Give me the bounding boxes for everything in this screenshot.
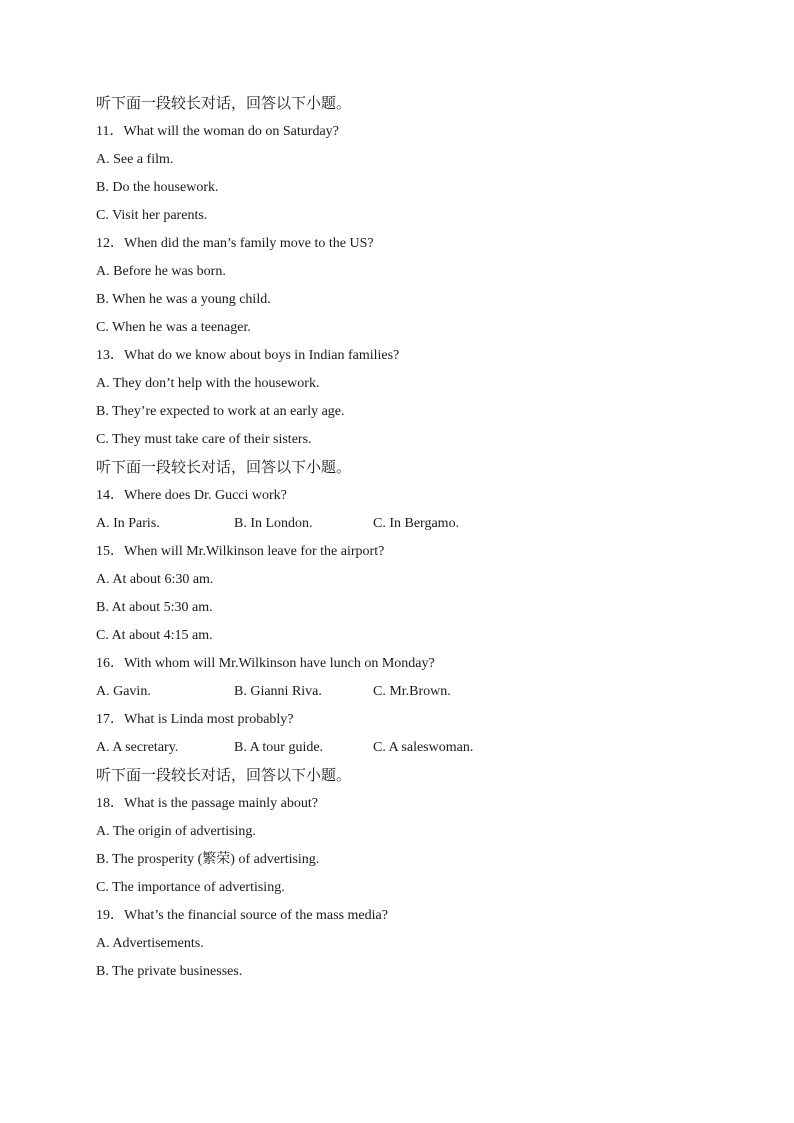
answer-option: A. In Paris. xyxy=(96,516,160,531)
answer-option: A. Advertisements. xyxy=(96,936,204,951)
answer-option: A. At about 6:30 am. xyxy=(96,572,214,587)
answer-option: B. At about 5:30 am. xyxy=(96,600,213,615)
answer-option: B. When he was a young child. xyxy=(96,292,271,307)
section-instruction: 听下面一段较长对话，回答以下小题。 xyxy=(96,96,352,112)
answer-option: C. When he was a teenager. xyxy=(96,320,251,335)
question-stem: 19．What’s the financial source of the mass media? xyxy=(96,908,388,923)
answer-option: C. Mr.Brown. xyxy=(373,684,451,699)
answer-option: A. A secretary. xyxy=(96,740,179,755)
answer-option: A. See a film. xyxy=(96,152,174,167)
question-stem: 14．Where does Dr. Gucci work? xyxy=(96,488,287,503)
answer-option: B. A tour guide. xyxy=(234,740,324,755)
answer-option: B. Do the housework. xyxy=(96,180,219,195)
answer-option: C. At about 4:15 am. xyxy=(96,628,213,643)
answer-option: A. Before he was born. xyxy=(96,264,226,279)
answer-option: A. The origin of advertising. xyxy=(96,824,256,839)
option-row xyxy=(96,510,716,538)
option-row xyxy=(96,734,716,762)
question-stem: 13．What do we know about boys in Indian families? xyxy=(96,348,400,363)
answer-option: C. In Bergamo. xyxy=(373,516,460,531)
answer-option: A. Gavin. xyxy=(96,684,151,699)
answer-option: C. They must take care of their sisters. xyxy=(96,432,312,447)
answer-option: B. Gianni Riva. xyxy=(234,684,322,699)
section-instruction: 听下面一段较长对话，回答以下小题。 xyxy=(96,768,352,784)
question-stem: 12．When did the man’s family move to the US? xyxy=(96,236,374,251)
question-stem: 15．When will Mr.Wilkinson leave for the airport? xyxy=(96,544,385,559)
answer-option: B. The prosperity (繁荣) of advertising. xyxy=(96,852,320,867)
question-stem: 16．With whom will Mr.Wilkinson have lunch on Monday? xyxy=(96,656,435,671)
question-stem: 17．What is Linda most probably? xyxy=(96,712,294,727)
question-stem: 11．What will the woman do on Saturday? xyxy=(96,124,339,139)
answer-option: B. In London. xyxy=(234,516,313,531)
answer-option: C. A saleswoman. xyxy=(373,740,474,755)
answer-option: B. They’re expected to work at an early age. xyxy=(96,404,345,419)
question-stem: 18．What is the passage mainly about? xyxy=(96,796,318,811)
section-instruction: 听下面一段较长对话，回答以下小题。 xyxy=(96,460,352,476)
exam-document xyxy=(96,90,716,986)
answer-option: A. They don’t help with the housework. xyxy=(96,376,320,391)
option-row xyxy=(96,678,716,706)
answer-option: C. The importance of advertising. xyxy=(96,880,285,895)
answer-option: C. Visit her parents. xyxy=(96,208,208,223)
answer-option: B. The private businesses. xyxy=(96,964,243,979)
